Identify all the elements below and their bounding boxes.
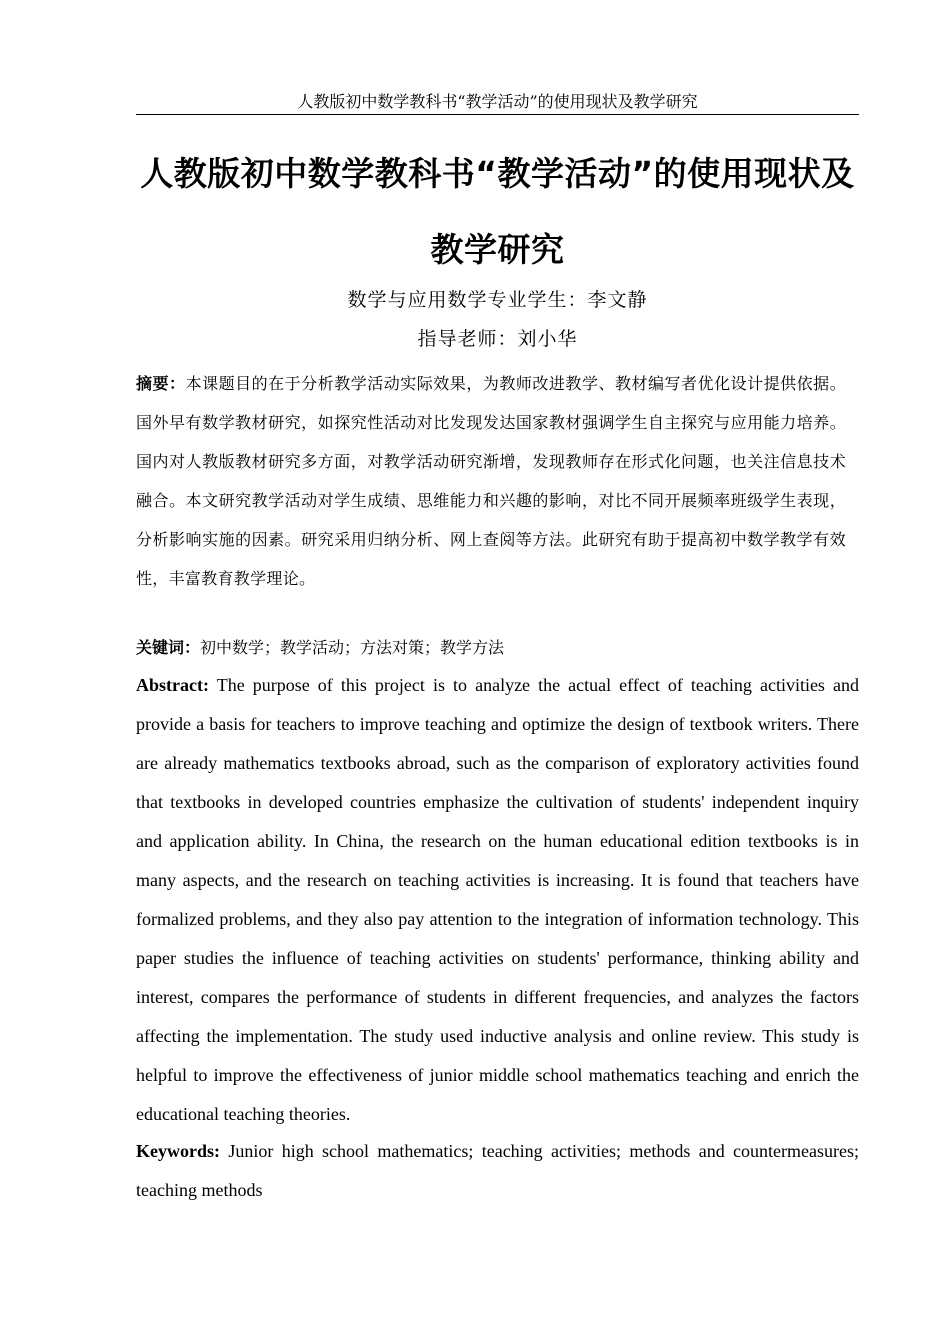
- english-keywords-label: Keywords:: [136, 1141, 220, 1161]
- author-line: 数学与应用数学专业学生：李文静: [347, 289, 648, 311]
- paper-title: 人教版初中数学教科书“教学活动”的使用现状及教学研究: [140, 154, 855, 269]
- english-keywords: [136, 1132, 859, 1210]
- chinese-abstract-text: 本课题目的在于分析教学活动实际效果，为教师改进教学、教材编写者优化设计提供依据。国外早有数学教材研究，如探究性活动对比发现发达国家教材强调学生自主探究与应用能力培养。国内对人教版教材研究多方面，对教学活动研究渐增，发现教师存在形式化问题，也关注信息技术融合。本文研究教学活动对学生成绩、思维能力和兴趣的影响，对比不同开展频率班级学生表现，分析影响实施的因素。研究采用归纳分析、网上查阅等方法。此研究有助于提高初中数学教学有效性，丰富教育教学理论。: [136, 374, 846, 588]
- english-abstract-text: The purpose of this project is to analyze the actual effect of teaching activities and provide a basis for teachers to improve teaching and optimize the design of textbook writers. There are already mathematics textbooks abroad, such as the comparison of exploratory activities found that textbooks in developed countries emphasize the cultivation of students' independent inquiry and application ability. In China, the research on the human educational edition textbooks is in many aspects, and the research on teaching activities is increasing. It is found that teachers have formalized problems, and they also pay attention to the integration of information technology. This paper studies the influence of teaching activities on students' performance, thinking ability and interest, compares the performance of students in different frequencies, and analyzes the factors affecting the implementation. The study used inductive analysis and online review. This study is helpful to improve the effectiveness of junior middle school mathematics teaching and enrich the educational teaching theories.: [136, 675, 859, 1124]
- english-abstract-label: Abstract:: [136, 675, 209, 695]
- header-rule: [136, 114, 859, 115]
- advisor-line: 指导老师：刘小华: [417, 328, 578, 350]
- chinese-abstract-label: 摘要：: [136, 374, 186, 393]
- chinese-keywords: [136, 633, 846, 663]
- chinese-keywords-text: 初中数学；教学活动；方法对策；教学方法: [200, 638, 505, 657]
- english-abstract: [136, 666, 859, 1134]
- chinese-abstract: [136, 364, 846, 598]
- english-keywords-text: Junior high school mathematics; teaching activities; methods and countermeasures; teaching methods: [136, 1141, 859, 1200]
- chinese-keywords-label: 关键词：: [136, 638, 201, 657]
- running-header: 人教版初中数学教科书“教学活动”的使用现状及教学研究: [297, 92, 698, 111]
